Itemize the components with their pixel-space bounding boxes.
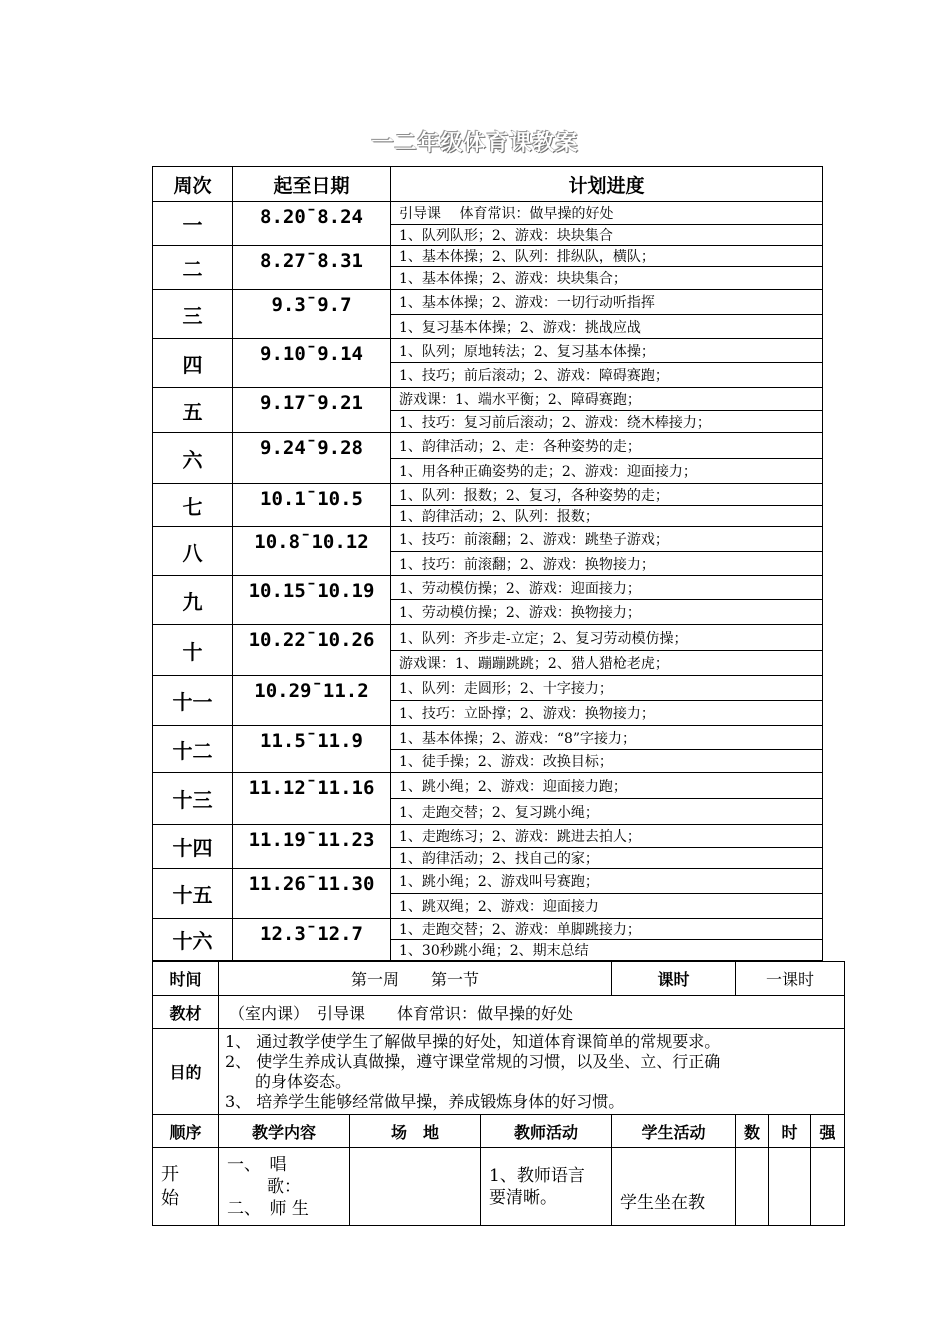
week-cell: 十一 <box>153 676 233 726</box>
week-cell: 六 <box>153 433 233 484</box>
schedule-row <box>153 527 823 552</box>
schedule-row <box>153 290 823 315</box>
schedule-row <box>153 339 823 363</box>
time-cell <box>769 1148 811 1226</box>
date-range-cell: 11.5¯11.9 <box>233 726 391 773</box>
col-teacher: 教师活动 <box>481 1115 612 1148</box>
schedule-row <box>153 773 823 799</box>
plan-cell: 1、劳动模仿操；2、游戏：换物接力； <box>391 600 823 625</box>
plan-cell: 1、跳双绳；2、游戏：迎面接力 <box>391 894 823 919</box>
schedule-row <box>153 869 823 894</box>
plan-cell: 1、劳动模仿操；2、游戏：迎面接力； <box>391 576 823 600</box>
date-range-cell: 9.17¯9.21 <box>233 388 391 433</box>
plan-cell: 游戏课：1、端水平衡；2、障碍赛跑； <box>391 388 823 411</box>
week-cell: 七 <box>153 484 233 527</box>
plan-cell: 1、走跑交替；2、复习跳小绳； <box>391 799 823 825</box>
schedule-row <box>153 388 823 411</box>
order-line: 开 <box>161 1163 179 1185</box>
schedule-row <box>153 202 823 225</box>
goal-item: 1、 通过教学使学生了解做早操的好处，知道体育课简单的常规要求。 <box>225 1031 721 1051</box>
date-range-cell: 8.27¯8.31 <box>233 246 391 290</box>
date-range-cell: 10.1¯10.5 <box>233 484 391 527</box>
col-student: 学生活动 <box>612 1115 736 1148</box>
col-content: 教学内容 <box>219 1115 350 1148</box>
hours-label: 课时 <box>612 962 736 996</box>
col-order: 顺序 <box>153 1115 219 1148</box>
plan-cell: 1、基本体操；2、游戏：一切行动听指挥 <box>391 290 823 315</box>
goal-item: 的身体姿态。 <box>255 1071 352 1091</box>
week-cell: 十 <box>153 625 233 676</box>
schedule-row <box>153 825 823 848</box>
date-range-cell: 11.26¯11.30 <box>233 869 391 919</box>
plan-cell: 1、队列：走圆形；2、十字接力； <box>391 676 823 701</box>
plan-cell: 1、基本体操；2、队列：排纵队，横队； <box>391 246 823 267</box>
venue-cell <box>350 1148 481 1226</box>
schedule-row <box>153 919 823 940</box>
plan-cell: 1、技巧：前滚翻；2、游戏：跳垫子游戏； <box>391 527 823 552</box>
plan-cell: 1、基本体操；2、游戏：“8”字接力； <box>391 726 823 750</box>
schedule-row <box>153 726 823 750</box>
hours-value: 一课时 <box>736 962 845 996</box>
date-range-cell: 9.3¯9.7 <box>233 290 391 339</box>
date-range-cell: 9.10¯9.14 <box>233 339 391 388</box>
plan-cell: 1、复习基本体操；2、游戏：挑战应战 <box>391 315 823 339</box>
schedule-row <box>153 625 823 651</box>
plan-cell: 1、走跑练习；2、游戏：跳进去拍人； <box>391 825 823 848</box>
date-range-cell: 10.29¯11.2 <box>233 676 391 726</box>
week-cell: 一 <box>153 202 233 246</box>
teacher-line: 1、教师语言 <box>489 1165 585 1186</box>
week-cell: 三 <box>153 290 233 339</box>
student-cell: 学生坐在教 <box>612 1148 736 1226</box>
count-cell <box>736 1148 769 1226</box>
page-title: 一二年级体育课教案 <box>371 130 579 156</box>
schedule-row <box>153 433 823 459</box>
schedule-row <box>153 246 823 267</box>
plan-cell: 1、30秒跳小绳；2、期末总结 <box>391 940 823 961</box>
goal-label: 目的 <box>153 1029 219 1115</box>
col-venue: 场 地 <box>350 1115 481 1148</box>
week-cell: 五 <box>153 388 233 433</box>
plan-cell: 引导课 体育常识：做早操的好处 <box>391 202 823 225</box>
time-value: 第一周 第一节 <box>219 962 612 996</box>
goal-item: 2、 使学生养成认真做操，遵守课堂常规的习惯，以及坐、立、行正确 <box>225 1051 721 1071</box>
week-cell: 九 <box>153 576 233 625</box>
date-range-cell: 11.12¯11.16 <box>233 773 391 825</box>
date-range-cell: 12.3¯12.7 <box>233 919 391 961</box>
order-line: 始 <box>161 1187 179 1209</box>
schedule-row <box>153 676 823 701</box>
plan-cell: 1、技巧：复习前后滚动；2、游戏：绕木棒接力； <box>391 411 823 433</box>
week-cell: 二 <box>153 246 233 290</box>
lesson-row-start <box>153 1148 845 1226</box>
date-range-cell: 10.22¯10.26 <box>233 625 391 676</box>
week-cell: 十三 <box>153 773 233 825</box>
date-range-cell: 10.8¯10.12 <box>233 527 391 576</box>
header-dates: 起至日期 <box>233 167 391 202</box>
plan-cell: 1、队列；原地转法；2、复习基本体操； <box>391 339 823 363</box>
lesson-columns-row <box>153 1115 845 1148</box>
plan-cell: 1、韵律活动；2、走：各种姿势的走； <box>391 433 823 459</box>
date-range-cell: 11.19¯11.23 <box>233 825 391 869</box>
week-cell: 十四 <box>153 825 233 869</box>
date-range-cell: 10.15¯10.19 <box>233 576 391 625</box>
plan-cell: 1、韵律活动；2、找自己的家； <box>391 848 823 869</box>
goal-list <box>219 1029 845 1115</box>
content-line: 一、 唱 <box>227 1154 287 1175</box>
schedule-table <box>152 166 823 961</box>
week-cell: 十二 <box>153 726 233 773</box>
plan-cell: 1、徒手操；2、游戏：改换目标； <box>391 750 823 773</box>
content-line: 歌： <box>267 1176 301 1197</box>
date-range-cell: 8.20¯8.24 <box>233 202 391 246</box>
material-label: 教材 <box>153 996 219 1029</box>
col-count: 数 <box>736 1115 769 1148</box>
plan-cell: 1、队列：报数；2、复习，各种姿势的走； <box>391 484 823 506</box>
teacher-line: 要清晰。 <box>489 1187 557 1208</box>
plan-cell: 1、用各种正确姿势的走；2、游戏：迎面接力； <box>391 459 823 484</box>
material-row <box>153 996 845 1029</box>
goal-row <box>153 1029 845 1115</box>
plan-cell: 1、基本体操；2、游戏：块块集合； <box>391 267 823 290</box>
plan-cell: 1、队列队形；2、游戏：块块集合 <box>391 225 823 246</box>
schedule-header-row <box>153 167 823 202</box>
plan-cell: 1、技巧：立卧撑；2、游戏：换物接力； <box>391 701 823 726</box>
lesson-plan-table <box>152 961 845 1226</box>
plan-cell: 游戏课：1、蹦蹦跳跳；2、猎人猎枪老虎； <box>391 651 823 676</box>
plan-cell: 1、跳小绳；2、游戏叫号赛跑； <box>391 869 823 894</box>
plan-cell: 1、技巧；前后滚动；2、游戏：障碍赛跑； <box>391 363 823 388</box>
plan-cell: 1、队列：齐步走-立定；2、复习劳动模仿操； <box>391 625 823 651</box>
plan-cell: 1、技巧：前滚翻；2、游戏：换物接力； <box>391 552 823 576</box>
intensity-cell <box>811 1148 845 1226</box>
date-range-cell: 9.24¯9.28 <box>233 433 391 484</box>
col-intensity: 强 <box>811 1115 845 1148</box>
header-week: 周次 <box>153 167 233 202</box>
content-line: 二、 师 生 <box>227 1198 309 1219</box>
plan-cell: 1、跳小绳；2、游戏：迎面接力跑； <box>391 773 823 799</box>
week-cell: 四 <box>153 339 233 388</box>
content-cell <box>219 1148 350 1226</box>
week-cell: 八 <box>153 527 233 576</box>
teacher-cell <box>481 1148 612 1226</box>
goal-item: 3、 培养学生能够经常做早操，养成锻炼身体的好习惯。 <box>225 1091 625 1111</box>
order-cell <box>153 1148 219 1226</box>
header-plan: 计划进度 <box>391 167 823 202</box>
col-time: 时 <box>769 1115 811 1148</box>
time-row <box>153 962 845 996</box>
time-label: 时间 <box>153 962 219 996</box>
week-cell: 十五 <box>153 869 233 919</box>
material-value: （室内课） 引导课 体育常识：做早操的好处 <box>219 996 845 1029</box>
schedule-row <box>153 484 823 506</box>
week-cell: 十六 <box>153 919 233 961</box>
plan-cell: 1、韵律活动；2、队列：报数； <box>391 506 823 527</box>
schedule-row <box>153 576 823 600</box>
plan-cell: 1、走跑交替；2、游戏：单脚跳接力； <box>391 919 823 940</box>
